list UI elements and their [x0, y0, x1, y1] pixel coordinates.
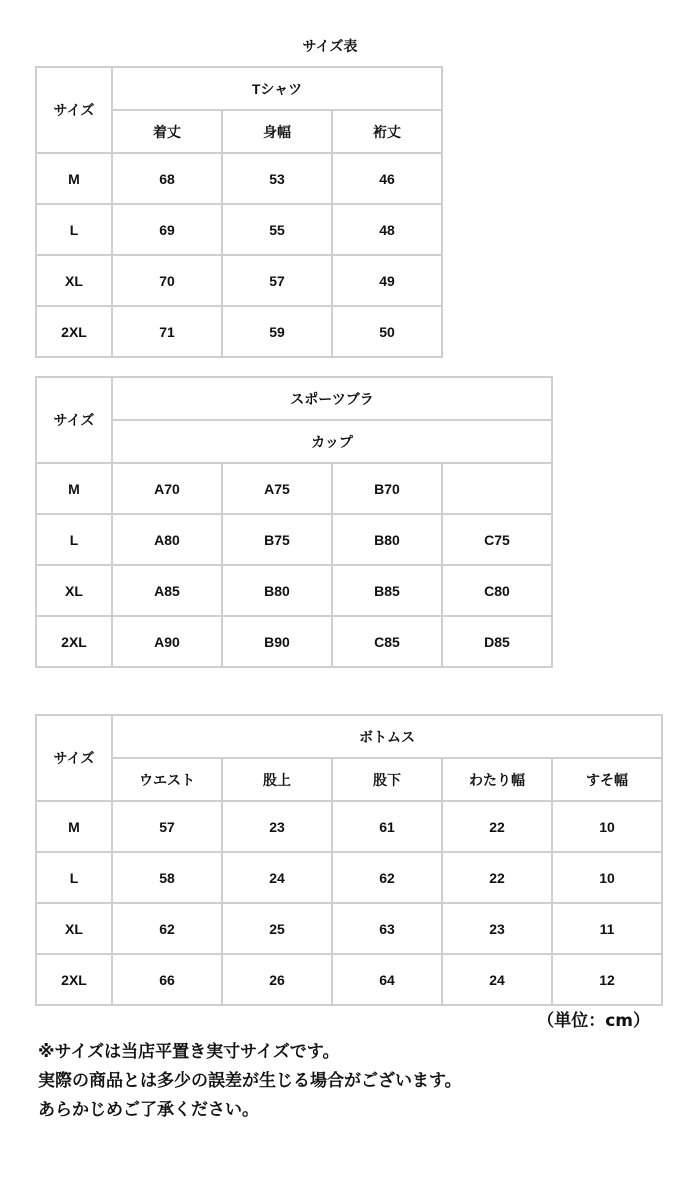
note-line: あらかじめご了承ください。: [38, 1100, 259, 1120]
table-cell: B75: [222, 514, 332, 565]
table-cell: 23: [442, 903, 552, 954]
column-header-rise: 股上: [222, 758, 332, 801]
table-cell: 69: [112, 204, 222, 255]
column-header-length: 着丈: [112, 110, 222, 153]
bottoms-group-header: ボトムス: [112, 715, 662, 758]
table-cell: 68: [112, 153, 222, 204]
table-row: [36, 801, 662, 852]
table-cell: C80: [442, 565, 552, 616]
table-cell: B70: [332, 463, 442, 514]
column-header-sleeve: 裄丈: [332, 110, 442, 153]
size-label: M: [36, 153, 112, 204]
table-cell: B85: [332, 565, 442, 616]
column-header-thigh: わたり幅: [442, 758, 552, 801]
bottoms-size-table: [35, 714, 663, 1006]
table-cell: 61: [332, 801, 442, 852]
table-cell: 59: [222, 306, 332, 357]
table-row: [36, 514, 552, 565]
table-cell: 62: [112, 903, 222, 954]
table-cell: 53: [222, 153, 332, 204]
column-header-hem: すそ幅: [552, 758, 662, 801]
size-header: サイズ: [36, 715, 112, 801]
table-cell: 10: [552, 852, 662, 903]
table-cell: 55: [222, 204, 332, 255]
note-line: ※サイズは当店平置き実寸サイズです。: [38, 1042, 340, 1062]
table-cell: A70: [112, 463, 222, 514]
table-cell: 24: [222, 852, 332, 903]
table-cell: 22: [442, 852, 552, 903]
notes: [38, 1038, 462, 1125]
table-row: [36, 616, 552, 667]
table-row: [36, 463, 552, 514]
table-cell: 26: [222, 954, 332, 1005]
table-cell: 49: [332, 255, 442, 306]
column-header-inseam: 股下: [332, 758, 442, 801]
column-header-waist: ウエスト: [112, 758, 222, 801]
table-cell: A80: [112, 514, 222, 565]
table-cell: 63: [332, 903, 442, 954]
table-cell: 50: [332, 306, 442, 357]
table-row: [36, 204, 442, 255]
table-row: [36, 255, 442, 306]
table-row: [36, 565, 552, 616]
table-row: [36, 852, 662, 903]
table-cell: C85: [332, 616, 442, 667]
table-cell: A85: [112, 565, 222, 616]
table-cell: 11: [552, 903, 662, 954]
size-label: L: [36, 852, 112, 903]
table-row: [36, 954, 662, 1005]
table-cell: 24: [442, 954, 552, 1005]
bottoms-header-row: [36, 715, 662, 758]
size-label: 2XL: [36, 954, 112, 1005]
page-title: サイズ表: [302, 39, 358, 55]
table-cell: 12: [552, 954, 662, 1005]
table-row: [36, 153, 442, 204]
cup-header: カップ: [112, 420, 552, 463]
bottoms-column-header-row: [36, 758, 662, 801]
table-cell: 64: [332, 954, 442, 1005]
table-cell: B80: [222, 565, 332, 616]
table-cell: 58: [112, 852, 222, 903]
table-cell: C75: [442, 514, 552, 565]
note-line: 実際の商品とは多少の誤差が生じる場合がございます。: [38, 1071, 462, 1091]
size-label: XL: [36, 565, 112, 616]
tshirt-header-row: [36, 67, 442, 110]
size-label: XL: [36, 255, 112, 306]
size-label: M: [36, 801, 112, 852]
table-cell: D85: [442, 616, 552, 667]
bra-group-header: スポーツブラ: [112, 377, 552, 420]
table-cell: 62: [332, 852, 442, 903]
unit-note: （単位：cm）: [537, 1011, 650, 1031]
size-label: 2XL: [36, 306, 112, 357]
size-label: L: [36, 514, 112, 565]
size-label: 2XL: [36, 616, 112, 667]
size-label: M: [36, 463, 112, 514]
table-cell: 70: [112, 255, 222, 306]
table-cell: B80: [332, 514, 442, 565]
tshirt-size-table: [35, 66, 443, 358]
table-cell: 66: [112, 954, 222, 1005]
table-cell: A90: [112, 616, 222, 667]
size-label: XL: [36, 903, 112, 954]
table-cell: 57: [112, 801, 222, 852]
table-cell: [442, 463, 552, 514]
sports-bra-size-table: [35, 376, 553, 668]
table-row: [36, 903, 662, 954]
table-cell: 23: [222, 801, 332, 852]
table-cell: B90: [222, 616, 332, 667]
size-header: サイズ: [36, 67, 112, 153]
table-cell: 22: [442, 801, 552, 852]
table-cell: 25: [222, 903, 332, 954]
table-cell: 48: [332, 204, 442, 255]
bra-header-row: [36, 377, 552, 420]
column-header-width: 身幅: [222, 110, 332, 153]
table-cell: A75: [222, 463, 332, 514]
tshirt-group-header: Tシャツ: [112, 67, 442, 110]
size-header: サイズ: [36, 377, 112, 463]
size-label: L: [36, 204, 112, 255]
table-row: [36, 306, 442, 357]
table-cell: 71: [112, 306, 222, 357]
bra-subheader-row: [36, 420, 552, 463]
table-cell: 57: [222, 255, 332, 306]
table-cell: 10: [552, 801, 662, 852]
table-cell: 46: [332, 153, 442, 204]
